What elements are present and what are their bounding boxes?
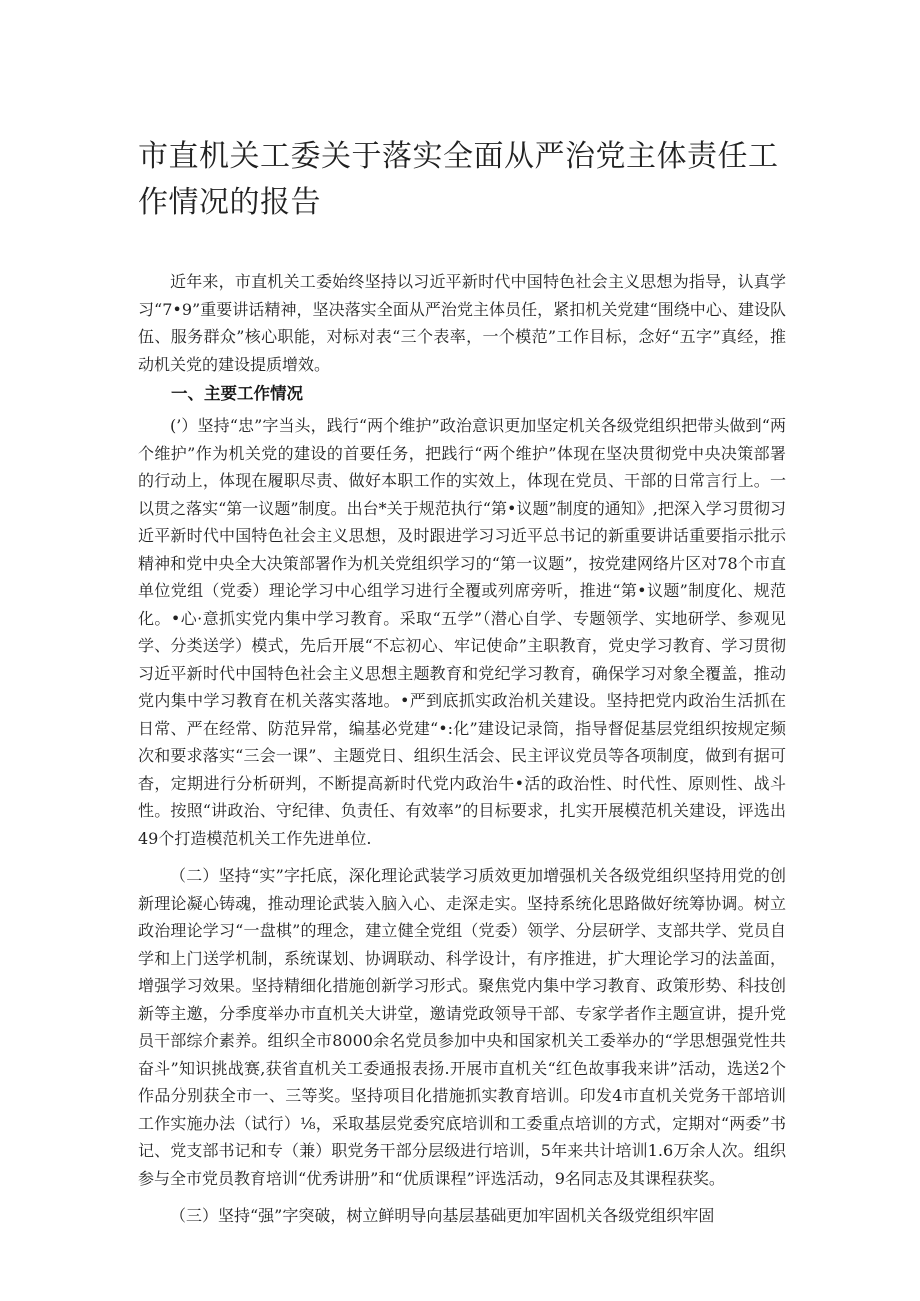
section-heading: 一、主要工作情况: [171, 384, 303, 403]
document-body: [138, 268, 786, 1240]
document-title: 市直机关工委关于落实全面从严治党主体责任工作情况的报告: [138, 139, 779, 220]
paragraph-strength: （三）坚持“强”字突破，树立鲜明导向基层基础更加牢固机关各级党组织牢固: [170, 1206, 715, 1225]
paragraph-loyalty: (’）坚持“忠”字当头，践行“两个维护”政治意识更加坚定机关各级党组织把带头做到“两个维护”作为机关党的建设的首要任务，把践行“两个维护”体现在坚决贯彻党中央决策部署的行动上，体现在履职尽责、做好本职工作的实效上，体现在党员、干部的日常言行上。一以贯之落实“第一议题”制度。出台*关于规范执行“第•议题”制度的通知》,把深入学习贯彻习近平新时代中国特色社会主义思想，及时跟进学习习近平总书记的新重要讲话重要指示批示精神和党中央全大决策部署作为机关党组织学习的“第一议题”，按党建网络片区对78个市直单位党组（党委）理论学习中心组学习进行全覆或列席旁听，推进“第•议题”制度化、规范化。•心·意抓实党内集中学习教育。采取“五学”（潜心自学、专题领学、实地研学、参观见学、分类送学）模式，先后开展“不忘初心、牢记使命”主职教育，党史学习教育、学习贯彻习近平新时代中国特色社会主义思想主题教育和党纪学习教育，确保学习对象全覆盖，推动党内集中学习教育在机关落实落地。•严到底抓实政治机关建设。坚持把党内政治生活抓在日常、严在经常、防范异常，编基必党建“•:化”建设记录筒，指导督促基层党组织按规定频次和要求落实“三会一课”、主题党日、组织生活会、民主评议党员等各项制度，做到有据可杳，定期进行分析研判，不断提高新时代党内政治牛•活的政治性、时代性、原则性、战斗性。按照“讲政治、守纪律、负责任、有效率”的目标要求，扎实开展模范机关建设，评选出49个打造模范机关工作先进单位.: [138, 416, 786, 848]
intro-paragraph: 近年来，市直机关工委始终坚持以习近平新时代中国特色社会主义思想为指导，认真学习“7•9”重要讲话精神，坚决落实全面从严治党主体员任，紧扣机关党建“围绕中心、建设队伍、服务群众”核心职能，对标对表“三个表率，一个模范”工作目标，念好“五字”真经，推动机关党的建设提质增效。: [138, 272, 786, 374]
paragraph-theory: （二）坚持“实”字托底，深化理论武装学习质效更加增强机关各级党组织坚持用党的创新理论凝心铸魂，推动理论武装入脑入心、走深走实。坚持系统化思路做好统筹协调。树立政治理论学习“一盘棋”的理念，建立健全党组（党委）领学、分层研学、支部共学、党员自学和上门送学机制，系统谋划、协调联动、科学设计，有序推进，扩大理论学习的法盖面，增强学习效果。坚持精细化措施创新学习形式。聚焦党内集中学习教育、政策形势、科技创新等主邀，分季度举办市直机关大讲堂，邀请党政领导干部、专家学者作主题宣讲，提升党员干部综介素养。组织全市8000余名党员参加中央和国家机关工委举办的“学思想强党性共奋斗”知识挑战赛,获省直机关工委通报表扬.开展市直机关“红色故事我来讲”活动，选送2个作品分别获全市一、三等奖。坚持项目化措施抓实教育培训。印发4市直机关党务干部培训工作实施办法（试行）⅛，采取基层党委究底培训和工委重点培训的方式，定期对“两委”书记、党支部书记和专（兼）职党务干部分层级进行培训，5年来共计培训1.6万余人次。组织参与全市党员教育培训“优秀讲册”和“优质课程”评选活动，9名同志及其课程获奖。: [138, 866, 786, 1188]
